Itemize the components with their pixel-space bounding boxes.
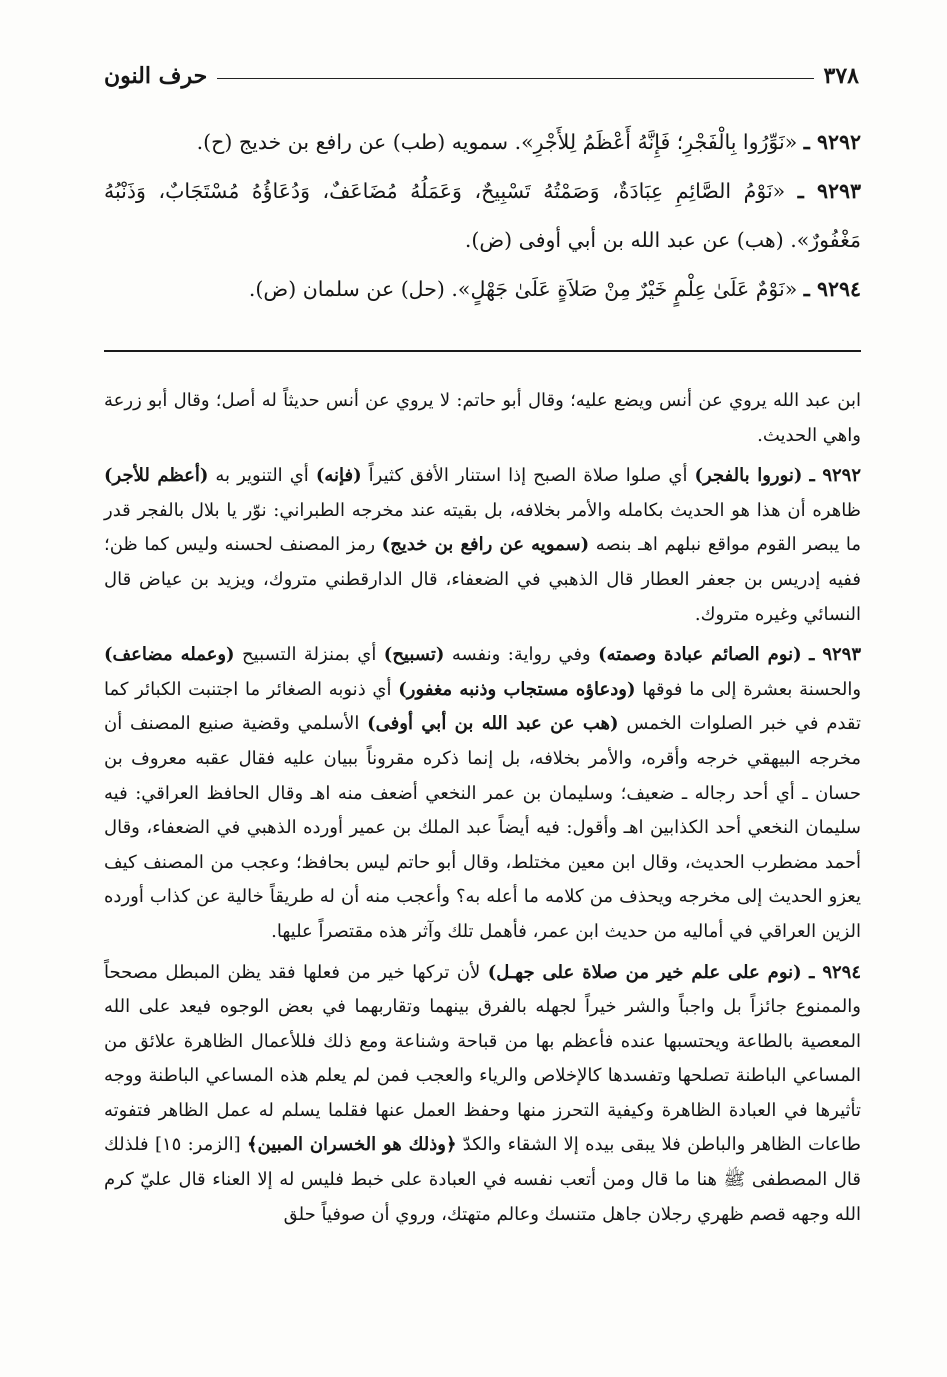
commentary-text: [الزمر: ١٥] فلذلك قال المصطفى ﷺ هنا ما قال ومن أتعب نفسه في العبادة على خبط فليس له إلا العناء قال عليّ كرم الله وجهه قصم ظهري رجلان جاهل متنسك وعالم متهتك، وروي أن صوفياً حلق [104, 1134, 861, 1225]
quoted-phrase: (هب عن عبد الله بن أبي أوفى) [367, 713, 619, 735]
hadith-text: «نَوْمُ الصَّائِمِ عِبَادَةٌ، وَصَمْتُهُ تَسْبِيحٌ، وَعَمَلُهُ مُضَاعَفٌ، وَدُعَاؤُهُ مُسْتَجَابٌ، وَذَنْبُهُ مَغْفُورٌ». (هب) عن عبد الله بن أبي أوفى (ض). [104, 179, 861, 252]
quoted-phrase: (تسبيح) [383, 644, 445, 666]
quoted-phrase: (نوروا بالفجر) [694, 465, 803, 487]
quoted-phrase: (فإنه) [315, 465, 362, 487]
hadith-text-block [104, 118, 861, 314]
quoted-phrase: (أعظم للأجر) [104, 465, 209, 487]
commentary-9294 [104, 956, 861, 1233]
quoted-phrase: (نوم الصائم عبادة وصمته) [598, 644, 802, 666]
hadith-9292 [104, 118, 861, 167]
commentary-text: الأسلمي وقضية صنيع المصنف أن مخرجه البيهقي خرجه وأقره، والأمر بخلافه، بل إنما ذكره مقروناً ببيان عليه فقال عقبه معروف بن حسان ـ أي أحد رجاله ـ ضعيف؛ وسليمان بن عمر النخعي أضعف منه اهـ وقال الحافظ العراقي: فيه سليمان النخعي أحد الكذابين اهـ وأقول: فيه أيضاً عبد الملك بن عمير أورده الذهبي في الضعفاء، وقال أحمد مضطرب الحديث، وقال ابن معين مختلط، وقال أبو حاتم ليس بحافظ؛ وعجب من المصنف كيف يعزو الحديث إلى مخرجه ويحذف من كلامه ما أعله به؟ وأعجب منه أن له طريقاً خالية عن كذاب أورده الزين العراقي في أماليه من حديث ابن عمر، فأهمل تلك وآثر هذه مقتصراً عليها. [104, 713, 861, 942]
commentary-text: ظاهره أن هذا هو الحديث بكامله والأمر بخلافه، بل بقيته عند مخرجه الطبراني: نوّر يا بلال بالفجر قدر ما يبصر القوم مواقع نبلهم اهـ بنصه [104, 499, 861, 556]
quoted-phrase: (وعمله مضاعف) [104, 644, 235, 666]
commentary-number: ٩٢٩٢ ـ [809, 465, 861, 487]
commentary-text: أي ذنوبه الصغائر ما اجتنبت الكبائر كما تقدم في خبر الصلوات الخمس [104, 678, 862, 735]
commentary-text: وفي رواية: ونفسه [444, 644, 599, 666]
hadith-number: ٩٢٩٣ ـ [797, 179, 861, 203]
hadith-9294 [104, 265, 861, 314]
hadith-text: «نَوِّرُوا بِالْفَجْرِ؛ فَإِنَّهُ أَعْظَمُ لِلأَجْرِ». سمويه (طب) عن رافع بن خديج (ح). [196, 130, 798, 154]
footnote-separator [104, 350, 861, 352]
commentary-text: رمز المصنف لحسنه وليس كما ظن؛ ففيه إدريس بن جعفر العطار قال الذهبي في الضعفاء، قال الدارقطني متروك، ويزيد بن عياض قال النسائي وغيره متروك. [104, 534, 861, 625]
commentary-text: أي بمنزلة التسبيح [234, 644, 384, 666]
commentary-intro: ابن عبد الله يروي عن أنس ويضع عليه؛ وقال أبو حاتم: لا يروي عن أنس حديثاً له أصل؛ وقال أبو زرعة واهي الحديث. [104, 390, 861, 446]
commentary-text: لأن تركها خير من فعلها فقد يظن المبطل مصححاً والممنوع جائزاً بل واجباً والشر خيراً لجهله بالفرق بينهما وتقاربهما في بعض الوجوه فيعد على الله المعصية بالطاعة ويحتسبها عنده فأعظم بها من قباحة وشناعة ومع ذلك فللأعمال الظاهرة علائق من المساعي الباطنة تصلحها وتفسدها كالإخلاص والرياء والعجب فمن لم يعلم هذه المساعي الباطنة ووجه تأثيرها في العبادة الظاهرة وكيفية التحرز منها وحفظ العمل عنها فقلما يسلم له عمل الظاهر فتفوته طاعات الظاهر والباطن فلا يبقى بيده إلا الشقاء والكدّ [104, 961, 861, 1156]
chapter-title: حرف النون [104, 63, 208, 89]
hadith-text: «نَوْمٌ عَلَىٰ عِلْمٍ خَيْرٌ مِنْ صَلاَةٍ عَلَىٰ جَهْلٍ». (حل) عن سلمان (ض). [248, 277, 798, 301]
commentary-number: ٩٢٩٣ ـ [809, 644, 862, 666]
commentary-text: أي التنوير به [208, 465, 316, 487]
header-rule [217, 78, 813, 79]
page-header [104, 56, 859, 96]
commentary-text: والحسنة بعشرة إلى ما فوقها [635, 678, 862, 700]
quoted-phrase: (نوم على علم خير من صلاة على جهـل) [487, 961, 802, 983]
commentary-text: أي صلوا صلاة الصبح إذا استنار الأفق كثيراً [361, 465, 695, 487]
quoted-phrase: (سمويه عن رافع بن خديج) [381, 534, 590, 556]
hadith-number: ٩٢٩٤ ـ [803, 277, 861, 301]
commentary-9292 [104, 459, 861, 632]
quoted-phrase: (ودعاؤه مستجاب وذنبه مغفور) [398, 678, 636, 700]
page-number: ٣٧٨ [823, 63, 859, 89]
commentary-number: ٩٢٩٤ ـ [809, 961, 861, 983]
commentary-block [104, 384, 861, 1238]
quran-quote: ﴿وذلك هو الخسران المبين﴾ [246, 1134, 457, 1156]
commentary-9293 [104, 638, 861, 949]
hadith-number: ٩٢٩٢ ـ [803, 130, 861, 154]
hadith-9293 [104, 167, 861, 265]
